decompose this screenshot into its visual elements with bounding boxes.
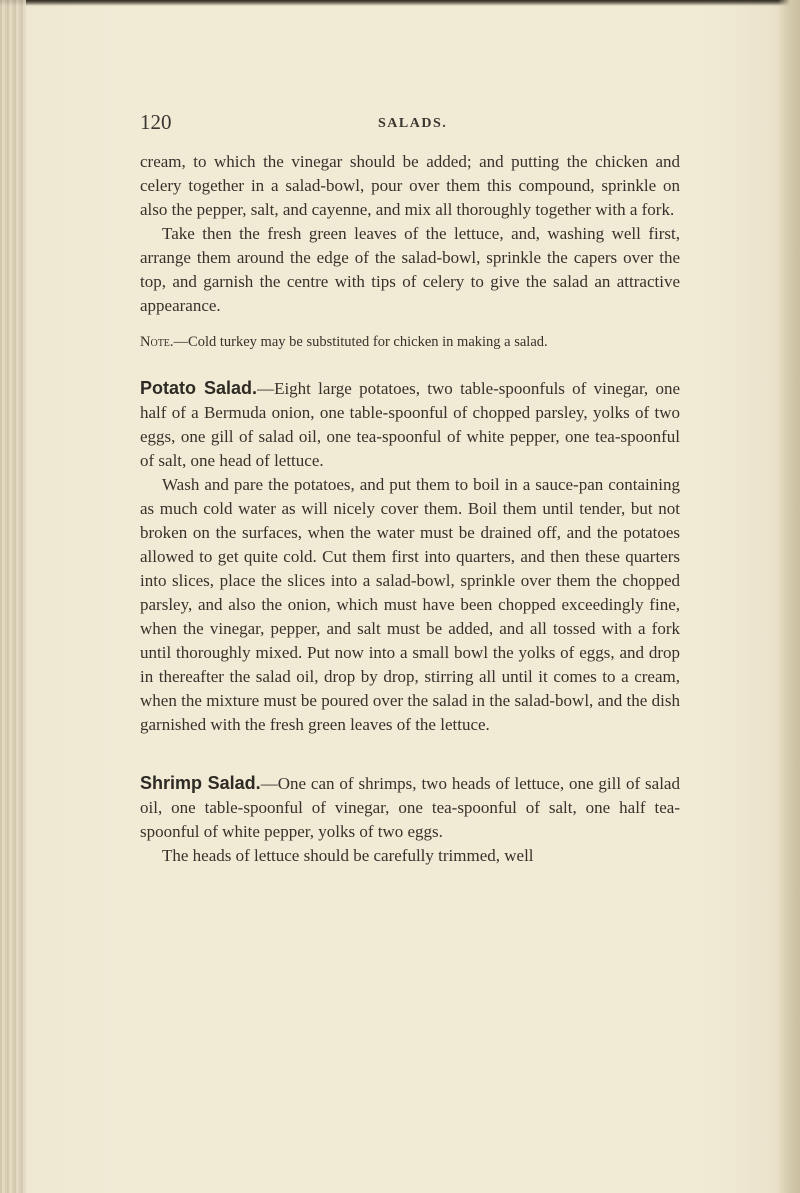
page-number: 120: [140, 110, 172, 134]
shrimp-salad-ingredients-text: —One can of shrimps, two heads of lettuce, one gill of salad oil, one table-spoonful of vinegar, one tea-spoonful of salt, one half tea-spoonful of white pepper, yolks of two eggs.: [140, 774, 680, 841]
note-label: Note.: [140, 334, 174, 350]
page-right-edge: [778, 0, 800, 1193]
note-text: —Cold turkey may be substituted for chicken in making a salad.: [173, 334, 548, 350]
note-paragraph: [140, 332, 680, 352]
page-header: [140, 110, 680, 140]
shrimp-salad-title: Shrimp Salad.: [140, 773, 261, 793]
shrimp-salad-ingredients: [140, 771, 680, 844]
potato-salad-ingredients: [140, 376, 680, 473]
potato-salad-method: Wash and pare the potatoes, and put them to boil in a sauce-pan containing as much cold water as will nicely cover them. Boil them until tender, but not broken on the surfaces, when the water must be drained off, and the potatoes allowed to get quite cold. Cut them first into quarters, and then these quarters into slices, place the slices into a salad-bowl, sprinkle over them the chopped parsley, and also the onion, which must have been chopped exceedingly fine, when the vinegar, pepper, and salt must be added, and all tossed with a fork until thoroughly mixed. Put now into a small bowl the yolks of eggs, and drop in thereafter the salad oil, drop by drop, stirring all until it comes to a cream, when the mixture must be poured over the salad in the salad-bowl, and the dish garnished with the fresh green leaves of the lettuce.: [140, 475, 680, 734]
paragraph-chicken-garnish: Take then the fresh green leaves of the lettuce, and, washing well first, arrange them around the edge of the salad-bowl, sprinkle the capers over the top, and garnish the centre with tips of celery to give the salad an attractive appearance.: [140, 224, 680, 315]
page-top-shadow: [0, 0, 800, 6]
potato-salad-ingredients-text: —Eight large potatoes, two table-spoonfuls of vinegar, one half of a Bermuda onion, one table-spoonful of chopped parsley, yolks of two eggs, one gill of salad oil, one tea-spoonful of white pepper, one tea-spoonful of salt, one head of lettuce.: [140, 379, 680, 470]
binding-edge: [0, 0, 26, 1193]
page-text: [140, 150, 680, 868]
potato-salad-title: Potato Salad.: [140, 378, 258, 398]
running-head: SALADS.: [378, 116, 448, 131]
shrimp-salad-method: The heads of lettuce should be carefully trimmed, well: [162, 846, 534, 865]
paragraph-chicken-continued: cream, to which the vinegar should be added; and putting the chicken and celery together in a salad-bowl, pour over them this compound, sprinkle on also the pepper, salt, and cayenne, and mix all thoroughly together with a fork.: [140, 152, 680, 219]
